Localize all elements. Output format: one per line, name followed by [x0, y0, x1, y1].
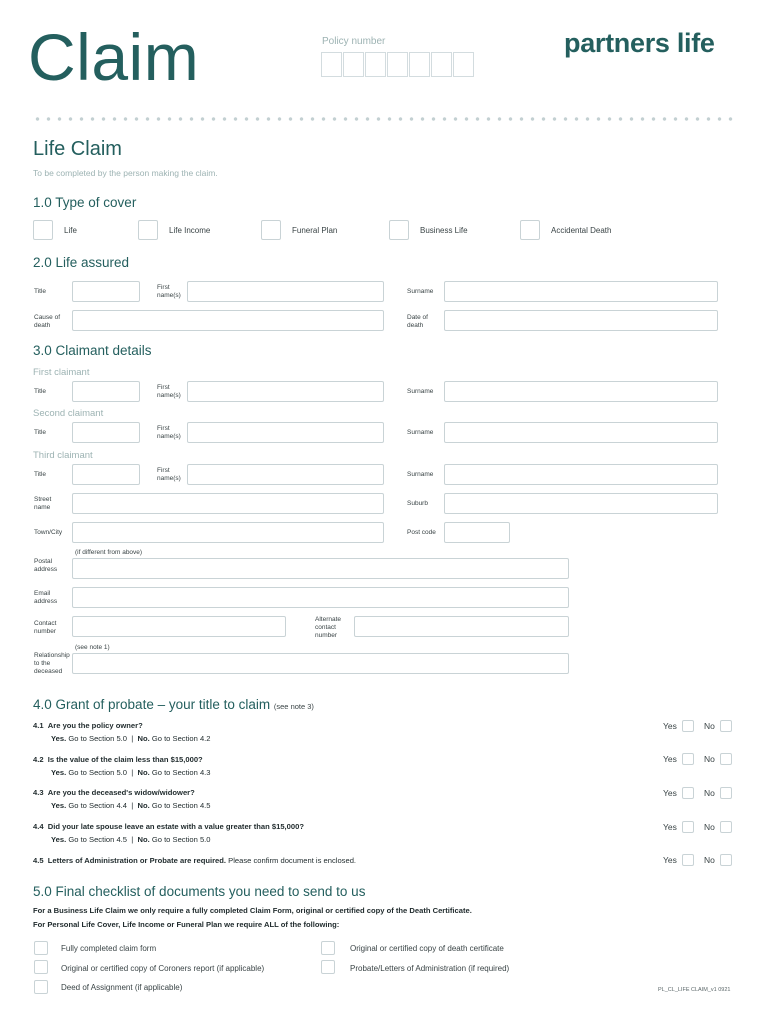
yes-label: Yes: [663, 788, 677, 798]
policy-digit-box[interactable]: [365, 52, 386, 77]
question-number: 4.2: [33, 755, 44, 764]
no-route: Go to Section 4.3: [151, 768, 211, 777]
no-label: No: [704, 855, 715, 865]
first-names-label: First name(s): [157, 284, 181, 299]
alternate-contact-label: Alternate contact number: [315, 616, 342, 639]
no-label: No: [704, 822, 715, 832]
question-instruction: Please confirm document is enclosed.: [228, 856, 357, 865]
section-heading-life-claim: Life Claim: [33, 138, 122, 160]
relationship-input[interactable]: [72, 653, 569, 674]
q4-1-yes-checkbox[interactable]: [682, 720, 694, 732]
q4-4-no-checkbox[interactable]: [720, 821, 732, 833]
separator: |: [131, 835, 134, 844]
cause-of-death-label: Cause of death: [34, 314, 61, 329]
surname-label: Surname: [407, 429, 434, 436]
section-2-heading: 2.0 Life assured: [33, 255, 130, 270]
checklist-claim-form-checkbox[interactable]: [34, 941, 48, 955]
contact-number-input[interactable]: [72, 616, 286, 637]
question-number: 4.5: [33, 856, 44, 865]
section-1-heading: 1.0 Type of cover: [33, 195, 137, 210]
street-name-input[interactable]: [72, 493, 384, 514]
yes-label: Yes: [663, 855, 677, 865]
claimant3-surname-input[interactable]: [444, 464, 718, 485]
no-label: No.: [137, 835, 150, 844]
intro-subtitle: To be completed by the person making the claim.: [33, 168, 218, 178]
question-number: 4.4: [33, 822, 44, 831]
question-text: Are you the policy owner?: [47, 721, 143, 730]
no-label: No: [704, 721, 715, 731]
checklist-death-certificate-checkbox[interactable]: [321, 941, 335, 955]
first-names-label: First name(s): [157, 425, 181, 440]
yes-label: Yes.: [51, 835, 67, 844]
alternate-contact-input[interactable]: [354, 616, 569, 637]
no-label: No.: [137, 801, 150, 810]
checklist-item: Deed of Assignment (if applicable): [61, 983, 183, 992]
no-route: Go to Section 4.5: [151, 801, 211, 810]
town-city-input[interactable]: [72, 522, 384, 543]
policy-digit-box[interactable]: [343, 52, 364, 77]
section-4-note: (see note 3): [273, 702, 314, 711]
life-assured-surname-input[interactable]: [444, 281, 718, 302]
postal-address-input[interactable]: [72, 558, 569, 579]
personal-cover-note: For Personal Life Cover, Life Income or Funeral Plan we require ALL of the following:: [33, 920, 340, 929]
claimant2-first-names-input[interactable]: [187, 422, 384, 443]
date-of-death-label: Date of death: [407, 314, 428, 329]
question-4-3-routing: [51, 801, 211, 810]
cover-option-label: Funeral Plan: [292, 226, 338, 235]
claimant1-surname-input[interactable]: [444, 381, 718, 402]
checklist-item: Original or certified copy of Coroners report (if applicable): [61, 964, 265, 973]
suburb-label: Suburb: [407, 500, 428, 507]
brand-logo: partners life: [564, 28, 715, 58]
cover-option-label: Accidental Death: [551, 226, 612, 235]
policy-digit-box[interactable]: [387, 52, 408, 77]
life-assured-title-input[interactable]: [72, 281, 140, 302]
yes-route: Go to Section 5.0: [68, 734, 128, 743]
yes-route: Go to Section 4.4: [68, 801, 128, 810]
yes-label: Yes.: [51, 768, 67, 777]
section-4-title: 4.0 Grant of probate – your title to claim: [33, 697, 271, 712]
no-label: No.: [137, 768, 150, 777]
policy-number-label: Policy number: [322, 36, 386, 47]
q4-2-no-checkbox[interactable]: [720, 753, 732, 765]
yes-route: Go to Section 5.0: [68, 768, 128, 777]
cover-life-income-checkbox[interactable]: [138, 220, 158, 240]
section-5-heading: 5.0 Final checklist of documents you need to send to us: [33, 884, 366, 899]
cause-of-death-input[interactable]: [72, 310, 384, 331]
business-life-note: For a Business Life Claim we only require a fully completed Claim Form, original or certified copy of the Death Certificate.: [33, 906, 472, 915]
claimant3-title-input[interactable]: [72, 464, 140, 485]
checklist-deed-of-assignment-checkbox[interactable]: [34, 980, 48, 994]
q4-3-no-checkbox[interactable]: [720, 787, 732, 799]
question-text: Letters of Administration or Probate are required.: [47, 856, 227, 865]
question-4-2-routing: [51, 768, 211, 777]
question-text: Are you the deceased's widow/widower?: [47, 788, 195, 797]
form-title: Claim: [28, 20, 200, 94]
policy-digit-box[interactable]: [321, 52, 342, 77]
email-address-input[interactable]: [72, 587, 569, 608]
post-code-input[interactable]: [444, 522, 510, 543]
title-label: Title: [34, 288, 47, 295]
section-4-heading: [33, 697, 314, 712]
claimant1-title-input[interactable]: [72, 381, 140, 402]
separator: |: [131, 801, 134, 810]
yes-label: Yes.: [51, 734, 67, 743]
street-name-label: Street name: [34, 496, 52, 511]
title-label: Title: [34, 429, 47, 436]
cover-life-checkbox[interactable]: [33, 220, 53, 240]
relationship-label: Relationship to the deceased: [34, 652, 70, 675]
life-assured-first-names-input[interactable]: [187, 281, 384, 302]
question-text: Did your late spouse leave an estate with a value greater than $15,000?: [47, 822, 304, 831]
q4-5-no-checkbox[interactable]: [720, 854, 732, 866]
question-text: Is the value of the claim less than $15,000?: [47, 755, 203, 764]
postal-address-label: Postal address: [34, 558, 58, 573]
title-label: Title: [34, 471, 47, 478]
if-different-note: (if different from above): [75, 549, 143, 556]
contact-number-label: Contact number: [34, 620, 57, 635]
q4-1-no-checkbox[interactable]: [720, 720, 732, 732]
cover-option-label: Business Life: [420, 226, 468, 235]
cover-option-label: Life: [64, 226, 77, 235]
surname-label: Surname: [407, 471, 434, 478]
second-claimant-heading: Second claimant: [33, 408, 104, 419]
checklist-item: Original or certified copy of death certificate: [350, 944, 504, 953]
policy-digit-box[interactable]: [453, 52, 474, 77]
no-label: No: [704, 754, 715, 764]
checklist-item: Probate/Letters of Administration (if required): [350, 964, 510, 973]
yes-label: Yes.: [51, 801, 67, 810]
question-4-3: [33, 788, 195, 797]
q4-4-yes-checkbox[interactable]: [682, 821, 694, 833]
q4-3-yes-checkbox[interactable]: [682, 787, 694, 799]
checklist-item: Fully completed claim form: [61, 944, 157, 953]
town-city-label: Town/City: [34, 529, 63, 536]
q4-5-yes-checkbox[interactable]: [682, 854, 694, 866]
no-label: No: [704, 788, 715, 798]
form-code: PL_CL_LIFE CLAIM_v1 0921: [658, 987, 731, 993]
surname-label: Surname: [407, 388, 434, 395]
first-names-label: First name(s): [157, 384, 181, 399]
yes-label: Yes: [663, 822, 677, 832]
checklist-probate-checkbox[interactable]: [321, 960, 335, 974]
question-4-2: [33, 755, 203, 764]
claimant2-title-input[interactable]: [72, 422, 140, 443]
question-4-4-routing: [51, 835, 211, 844]
cover-option-label: Life Income: [169, 226, 211, 235]
email-address-label: Email address: [34, 590, 58, 605]
first-claimant-heading: First claimant: [33, 367, 90, 378]
question-number: 4.1: [33, 721, 44, 730]
yes-label: Yes: [663, 754, 677, 764]
cover-funeral-plan-checkbox[interactable]: [261, 220, 281, 240]
question-number: 4.3: [33, 788, 44, 797]
checklist-coroners-report-checkbox[interactable]: [34, 960, 48, 974]
policy-digit-box[interactable]: [409, 52, 430, 77]
claimant2-surname-input[interactable]: [444, 422, 718, 443]
q4-2-yes-checkbox[interactable]: [682, 753, 694, 765]
cover-business-life-checkbox[interactable]: [389, 220, 409, 240]
dotted-divider: [32, 117, 736, 121]
question-4-5: [33, 856, 356, 865]
separator: |: [131, 734, 134, 743]
yes-route: Go to Section 4.5: [68, 835, 128, 844]
first-names-label: First name(s): [157, 467, 181, 482]
cover-accidental-death-checkbox[interactable]: [520, 220, 540, 240]
yes-label: Yes: [663, 721, 677, 731]
title-label: Title: [34, 388, 47, 395]
see-note-1: (see note 1): [75, 644, 110, 651]
post-code-label: Post code: [407, 529, 436, 536]
no-route: Go to Section 4.2: [151, 734, 211, 743]
policy-digit-box[interactable]: [431, 52, 452, 77]
no-route: Go to Section 5.0: [151, 835, 211, 844]
third-claimant-heading: Third claimant: [33, 450, 93, 461]
separator: |: [131, 768, 134, 777]
question-4-1-routing: [51, 734, 211, 743]
claimant1-first-names-input[interactable]: [187, 381, 384, 402]
claimant3-first-names-input[interactable]: [187, 464, 384, 485]
section-3-heading: 3.0 Claimant details: [33, 343, 152, 358]
question-4-1: [33, 721, 143, 730]
surname-label: Surname: [407, 288, 434, 295]
suburb-input[interactable]: [444, 493, 718, 514]
question-4-4: [33, 822, 304, 831]
date-of-death-input[interactable]: [444, 310, 718, 331]
no-label: No.: [137, 734, 150, 743]
